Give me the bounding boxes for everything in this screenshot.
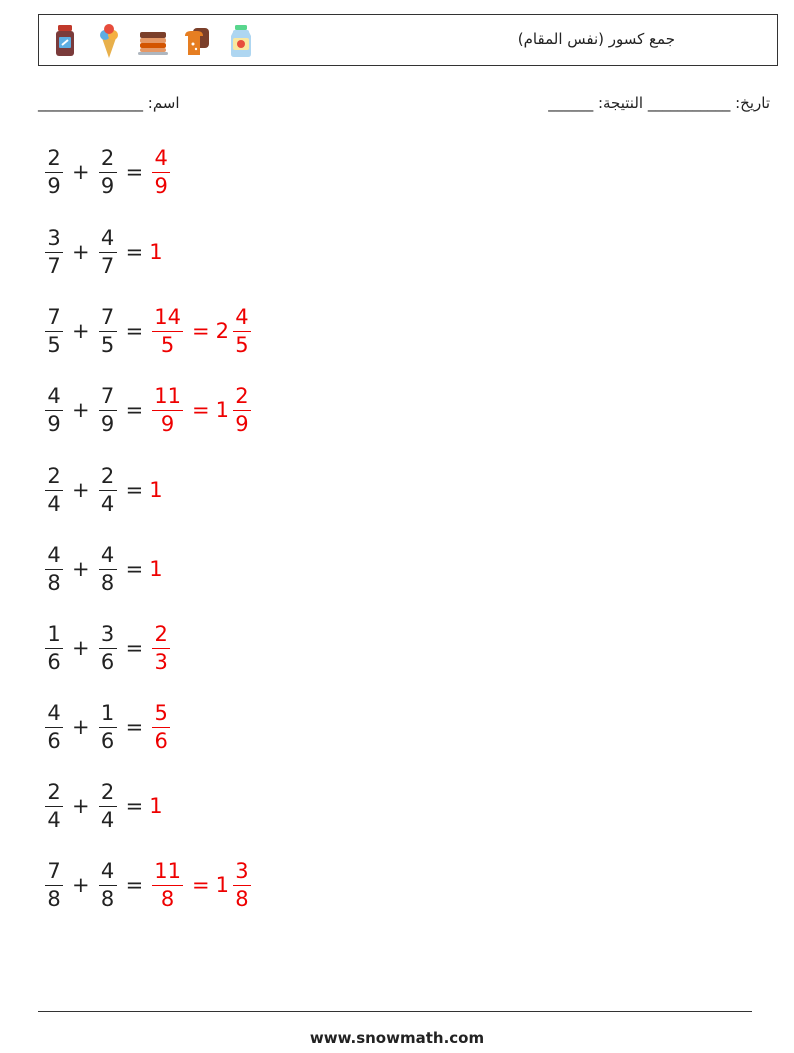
numerator: 2 — [100, 145, 115, 170]
numerator: 3 — [100, 621, 115, 646]
answer-value: 1 — [149, 557, 163, 581]
denominator: 9 — [152, 410, 183, 435]
fraction — [152, 621, 170, 674]
header-icons — [49, 22, 257, 60]
answer — [149, 383, 254, 436]
denominator: 6 — [99, 648, 117, 673]
fraction — [99, 542, 117, 595]
answer — [149, 794, 162, 818]
answer-value: 1 — [149, 478, 163, 502]
problem-row — [42, 142, 173, 202]
fraction — [152, 304, 183, 357]
numerator: 2 — [47, 145, 61, 170]
numerator: 2 — [100, 463, 115, 488]
numerator: 2 — [47, 463, 61, 488]
plus-sign: + — [72, 794, 90, 818]
fraction — [45, 383, 63, 436]
answer — [149, 478, 162, 502]
denominator: 8 — [99, 569, 117, 594]
equals-sign: = — [125, 794, 144, 818]
fraction — [233, 304, 251, 357]
problem-row — [42, 539, 163, 599]
equals-sign: = — [125, 557, 144, 581]
denominator: 9 — [233, 410, 251, 435]
denominator: 9 — [152, 172, 170, 197]
fraction — [99, 779, 117, 832]
footer-divider — [38, 1011, 752, 1012]
denominator: 5 — [99, 331, 117, 356]
fraction — [45, 304, 63, 357]
answer — [149, 858, 254, 911]
fraction — [152, 858, 183, 911]
plus-sign: + — [72, 398, 90, 422]
numerator: 4 — [235, 304, 249, 329]
plus-sign: + — [72, 715, 90, 739]
denominator: 8 — [233, 885, 251, 910]
fraction — [152, 383, 183, 436]
problem-row — [42, 380, 254, 440]
numerator: 3 — [47, 225, 61, 250]
denominator: 9 — [99, 172, 117, 197]
problem-row — [42, 776, 163, 836]
fraction — [99, 463, 117, 516]
fraction — [45, 542, 63, 595]
problem-row — [42, 460, 163, 520]
answer — [149, 240, 162, 264]
denominator: 7 — [45, 252, 63, 277]
mixed-number — [215, 304, 254, 357]
fraction — [99, 145, 117, 198]
numerator: 11 — [154, 858, 181, 883]
fraction — [45, 621, 63, 674]
problem-row — [42, 618, 173, 678]
numerator: 7 — [100, 304, 115, 329]
mixed-number — [215, 383, 254, 436]
denominator: 7 — [99, 252, 117, 277]
numerator: 3 — [235, 858, 249, 883]
answer — [149, 700, 173, 753]
denominator: 6 — [45, 648, 63, 673]
denominator: 4 — [99, 806, 117, 831]
fraction — [152, 700, 170, 753]
worksheet-title: جمع كسور (نفس المقام) — [517, 30, 675, 48]
denominator: 6 — [45, 727, 63, 752]
numerator: 14 — [154, 304, 181, 329]
apple-jam-jar-icon — [225, 22, 257, 60]
fraction — [99, 700, 117, 753]
denominator: 5 — [152, 331, 183, 356]
fraction — [233, 383, 251, 436]
equals-sign: = — [125, 478, 144, 502]
denominator: 9 — [45, 410, 63, 435]
fraction — [152, 145, 170, 198]
denominator: 8 — [99, 885, 117, 910]
equals-sign: = — [191, 319, 210, 343]
plus-sign: + — [72, 160, 90, 184]
fraction — [45, 225, 63, 278]
fraction — [45, 463, 63, 516]
whole-number: 2 — [215, 319, 229, 343]
numerator: 1 — [47, 621, 61, 646]
fraction — [99, 383, 117, 436]
fraction — [45, 858, 63, 911]
mixed-number — [215, 858, 254, 911]
numerator: 7 — [100, 383, 115, 408]
numerator: 2 — [235, 383, 249, 408]
fraction — [99, 304, 117, 357]
denominator: 5 — [45, 331, 63, 356]
answer — [149, 557, 162, 581]
equals-sign: = — [125, 160, 144, 184]
numerator: 2 — [47, 779, 61, 804]
numerator: 4 — [47, 383, 61, 408]
numerator: 4 — [100, 225, 115, 250]
denominator: 3 — [152, 648, 170, 673]
denominator: 5 — [233, 331, 251, 356]
numerator: 4 — [47, 700, 61, 725]
denominator: 6 — [152, 727, 170, 752]
plus-sign: + — [72, 636, 90, 660]
equals-sign: = — [191, 873, 210, 897]
denominator: 9 — [99, 410, 117, 435]
numerator: 5 — [154, 700, 168, 725]
whole-number: 1 — [215, 398, 229, 422]
answer — [149, 145, 173, 198]
fraction — [99, 621, 117, 674]
header-box — [38, 14, 778, 66]
jam-jar-icon — [49, 22, 81, 60]
plus-sign: + — [72, 478, 90, 502]
numerator: 4 — [154, 145, 168, 170]
answer — [149, 621, 173, 674]
fraction — [45, 779, 63, 832]
footer-url: www.snowmath.com — [309, 1029, 485, 1047]
equals-sign: = — [125, 636, 144, 660]
answer-value: 1 — [149, 794, 163, 818]
equals-sign: = — [191, 398, 210, 422]
answer — [149, 304, 254, 357]
equals-sign: = — [125, 319, 144, 343]
numerator: 1 — [100, 700, 115, 725]
numerator: 4 — [47, 542, 61, 567]
date-score-field: ______ :تاريخ: ___________ النتيجة — [548, 94, 770, 112]
problem-row — [42, 222, 163, 282]
ice-cream-icon — [93, 22, 125, 60]
numerator: 7 — [47, 858, 61, 883]
denominator: 6 — [99, 727, 117, 752]
fraction — [99, 858, 117, 911]
fraction — [45, 145, 63, 198]
equals-sign: = — [125, 715, 144, 739]
numerator: 2 — [100, 779, 115, 804]
numerator: 11 — [154, 383, 181, 408]
fraction — [233, 858, 251, 911]
denominator: 4 — [45, 490, 63, 515]
denominator: 8 — [45, 569, 63, 594]
numerator: 4 — [100, 858, 115, 883]
answer-value: 1 — [149, 240, 163, 264]
equals-sign: = — [125, 873, 144, 897]
plus-sign: + — [72, 319, 90, 343]
numerator: 4 — [100, 542, 115, 567]
problem-row — [42, 697, 173, 757]
numerator: 2 — [154, 621, 168, 646]
whole-number: 1 — [215, 873, 229, 897]
toast-icon — [181, 22, 213, 60]
equals-sign: = — [125, 398, 144, 422]
name-field: اسم: ______________ — [38, 94, 180, 112]
denominator: 8 — [152, 885, 183, 910]
plus-sign: + — [72, 873, 90, 897]
problem-row — [42, 301, 254, 361]
fraction — [45, 700, 63, 753]
denominator: 9 — [45, 172, 63, 197]
plus-sign: + — [72, 240, 90, 264]
equals-sign: = — [125, 240, 144, 264]
pancakes-icon — [137, 22, 169, 60]
denominator: 8 — [45, 885, 63, 910]
numerator: 7 — [47, 304, 61, 329]
plus-sign: + — [72, 557, 90, 581]
problem-row — [42, 855, 254, 915]
denominator: 4 — [45, 806, 63, 831]
fraction — [99, 225, 117, 278]
denominator: 4 — [99, 490, 117, 515]
